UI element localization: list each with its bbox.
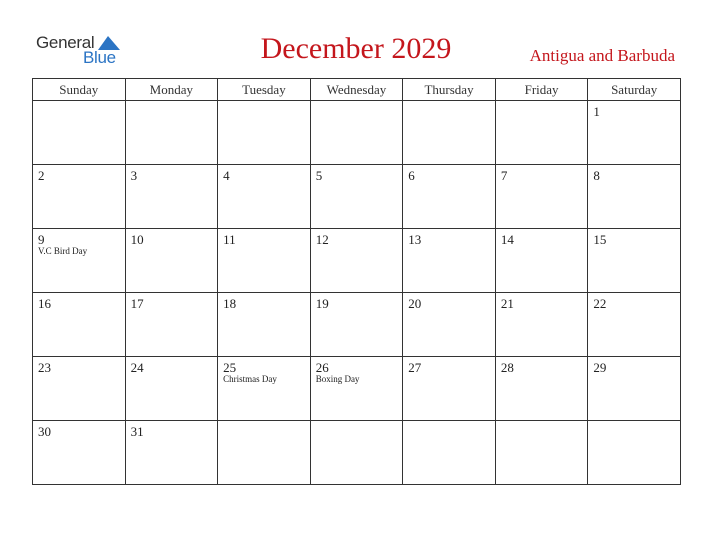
- day-number: 2: [38, 168, 45, 183]
- weekday-header: Monday: [125, 79, 218, 101]
- day-cell: [218, 293, 311, 357]
- day-number: 24: [130, 360, 144, 375]
- day-number: 5: [315, 168, 323, 183]
- day-number: 17: [130, 296, 144, 311]
- day-cell: [588, 293, 681, 357]
- day-cell: [403, 421, 496, 485]
- week-row: [33, 229, 681, 293]
- day-cell: [495, 229, 588, 293]
- week-row: [33, 293, 681, 357]
- day-number: 8: [593, 168, 600, 183]
- weekday-header: Thursday: [403, 79, 496, 101]
- country-name: Antigua and Barbuda: [529, 46, 675, 65]
- day-cell: [33, 229, 126, 293]
- holiday-label: Christmas Day: [223, 374, 277, 384]
- day-cell: [218, 357, 311, 421]
- weekday-header: Wednesday: [310, 79, 403, 101]
- day-number: 29: [593, 360, 607, 375]
- day-cell: [588, 357, 681, 421]
- day-cell: [310, 229, 403, 293]
- day-cell: [33, 165, 126, 229]
- weekday-header: Sunday: [33, 79, 126, 101]
- day-cell: [588, 229, 681, 293]
- day-number: 21: [500, 296, 514, 311]
- day-number: 18: [223, 296, 237, 311]
- day-cell: [588, 165, 681, 229]
- day-number: 14: [500, 232, 514, 247]
- day-number: 1: [593, 104, 600, 119]
- day-number: 20: [408, 296, 422, 311]
- day-cell: [310, 101, 403, 165]
- day-number: 25: [223, 360, 237, 375]
- day-number: 3: [130, 168, 138, 183]
- day-cell: [218, 421, 311, 485]
- holiday-label: Boxing Day: [315, 374, 360, 384]
- day-cell: [588, 421, 681, 485]
- week-row: [33, 101, 681, 165]
- day-number: 23: [38, 360, 51, 375]
- day-cell: [33, 293, 126, 357]
- day-number: 7: [500, 168, 508, 183]
- day-number: 27: [408, 360, 422, 375]
- holiday-label: V.C Bird Day: [38, 246, 88, 256]
- day-number: 6: [408, 168, 415, 183]
- day-number: 12: [315, 232, 329, 247]
- calendar-grid: [32, 78, 681, 485]
- day-cell: [125, 229, 218, 293]
- day-cell: [218, 165, 311, 229]
- calendar-title: December 2029: [260, 32, 452, 65]
- weekday-header: Saturday: [588, 79, 681, 101]
- logo-text-general: General: [36, 33, 95, 52]
- day-number: 13: [408, 232, 422, 247]
- day-number: 28: [500, 360, 514, 375]
- day-number: 9: [38, 232, 45, 247]
- day-number: 15: [593, 232, 607, 247]
- week-row: [33, 357, 681, 421]
- day-cell: [310, 421, 403, 485]
- day-cell: [125, 421, 218, 485]
- day-number: 10: [130, 232, 144, 247]
- weekday-header-row: [33, 79, 681, 101]
- day-cell: [33, 421, 126, 485]
- day-cell: [403, 165, 496, 229]
- day-cell: [310, 357, 403, 421]
- day-cell: [218, 101, 311, 165]
- day-cell: [125, 165, 218, 229]
- day-number: 19: [315, 296, 329, 311]
- day-cell: [33, 101, 126, 165]
- weekday-header: Friday: [495, 79, 588, 101]
- day-number: 22: [593, 296, 607, 311]
- day-cell: [403, 293, 496, 357]
- day-cell: [403, 357, 496, 421]
- day-number: 26: [315, 360, 329, 375]
- day-cell: [125, 293, 218, 357]
- day-cell: [125, 101, 218, 165]
- day-cell: [33, 357, 126, 421]
- day-number: 4: [223, 168, 230, 183]
- day-number: 11: [223, 232, 236, 247]
- day-cell: [218, 229, 311, 293]
- logo-text-blue: Blue: [83, 48, 116, 67]
- day-cell: [495, 165, 588, 229]
- day-cell: [310, 293, 403, 357]
- day-number: 16: [38, 296, 51, 311]
- day-cell: [495, 421, 588, 485]
- day-cell: [495, 101, 588, 165]
- day-cell: [495, 293, 588, 357]
- day-cell: [125, 357, 218, 421]
- day-cell: [403, 101, 496, 165]
- day-cell: [588, 101, 681, 165]
- day-cell: [495, 357, 588, 421]
- week-row: [33, 165, 681, 229]
- day-cell: [403, 229, 496, 293]
- day-cell: [310, 165, 403, 229]
- weekday-header: Tuesday: [218, 79, 311, 101]
- day-number: 30: [38, 424, 51, 439]
- day-number: 31: [130, 424, 144, 439]
- week-row: [33, 421, 681, 485]
